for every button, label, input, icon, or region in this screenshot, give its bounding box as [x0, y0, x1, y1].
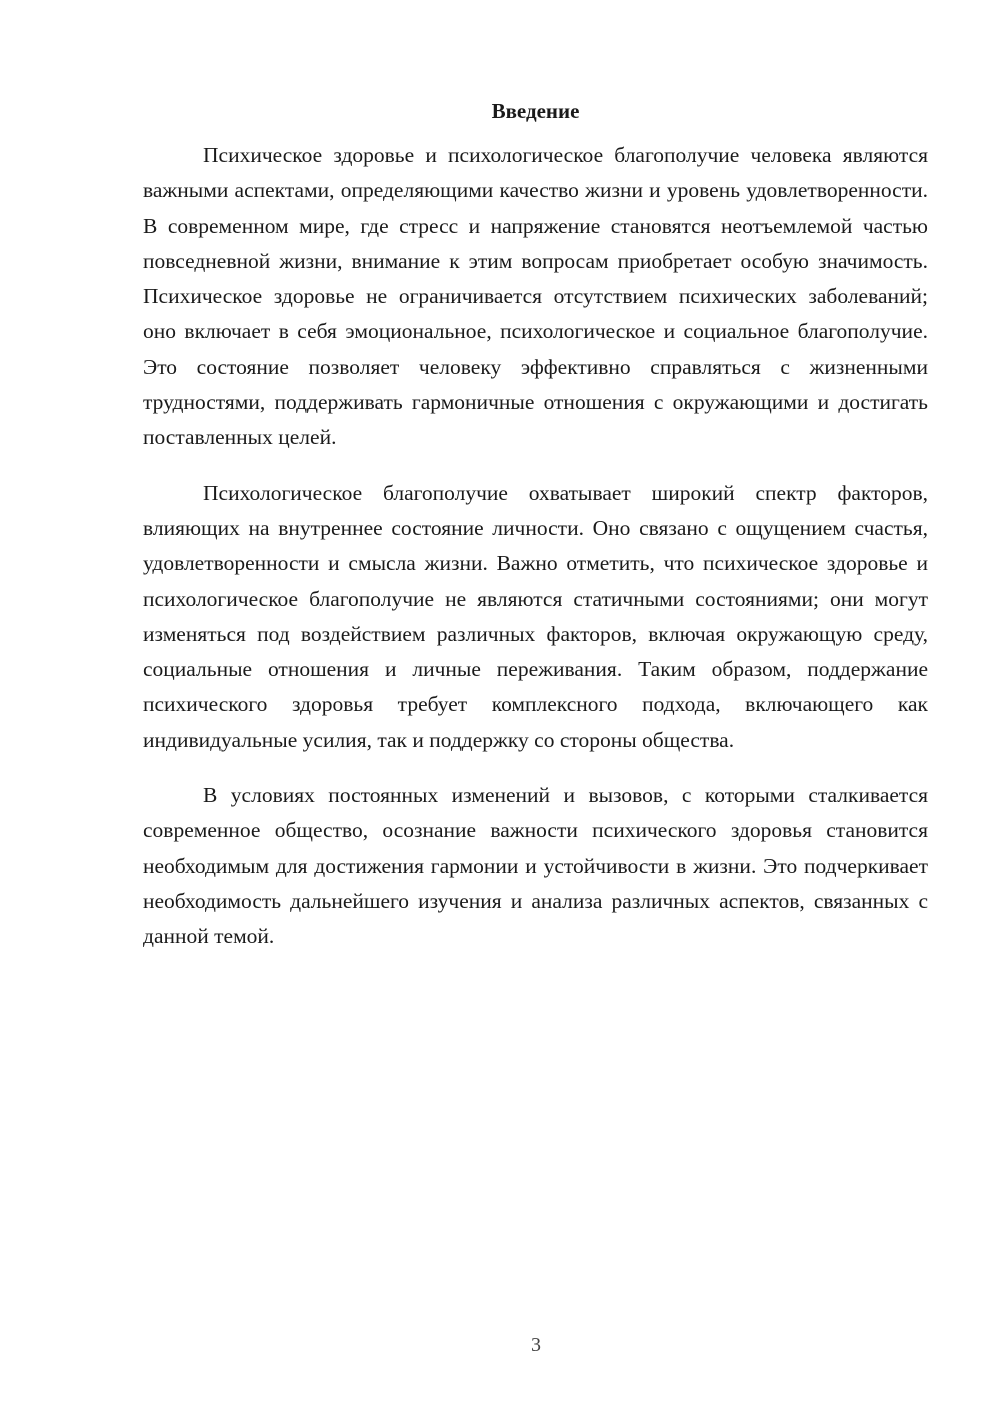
page-content [143, 96, 928, 955]
paragraph-2: Психологическое благополучие охватывает широкий спектр факторов, влияющих на внутреннее состояние личности. Оно связано с ощущением счастья, удовлетворенности и смысла жизни. Важно отметить, что психическое здоровье и психологическое благополучие не являются статичными состояниями; они могут изменяться под воздействием различных факторов, включая окружающую среду, социальные отношения и личные переживания. Таким образом, поддержание психического здоровья требует комплексного подхода, включающего как индивидуальные усилия, так и поддержку со стороны общества. [143, 480, 928, 752]
paragraph-3: В условиях постоянных изменений и вызовов, с которыми сталкивается современное общество, осознание важности психического здоровья становится необходимым для достижения гармонии и устойчивости в жизни. Это подчеркивает необходимость дальнейшего изучения и анализа различных аспектов, связанных с данной темой. [143, 783, 928, 949]
paragraph-1: Психическое здоровье и психологическое благополучие человека являются важными аспектами, определяющими качество жизни и уровень удовлетворенности. В современном мире, где стресс и напряжение становятся неотъемлемой частью повседневной жизни, внимание к этим вопросам приобретает особую значимость. Психическое здоровье не ограничивается отсутствием психических заболеваний; оно включает в себя эмоциональное, психологическое и социальное благополучие. Это состояние позволяет человеку эффективно справляться с жизненными трудностями, поддерживать гармоничные отношения с окружающими и достигать поставленных целей. [143, 143, 928, 450]
page-number: 3 [531, 1334, 541, 1356]
section-title: Введение [491, 99, 580, 123]
